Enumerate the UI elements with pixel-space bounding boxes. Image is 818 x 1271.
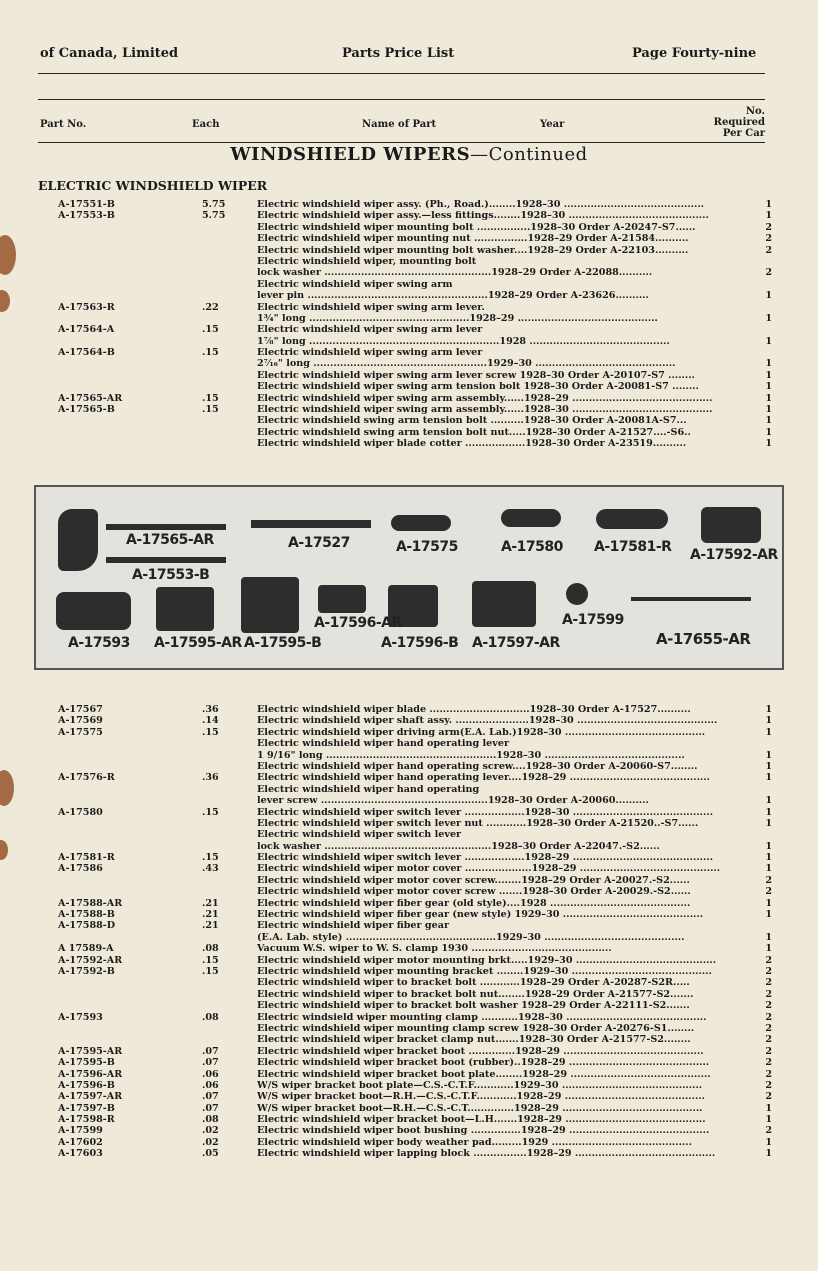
part-description: Electric windshield wiper fiber gear (old style)....1928 ..........................................: [257, 897, 691, 909]
qty-required: 2: [765, 1091, 772, 1103]
photo-label: A-17595-AR: [154, 635, 242, 651]
qty-required: 2: [765, 1125, 772, 1137]
table-row: [0, 233, 818, 244]
bushing-part: [566, 583, 588, 605]
qty-required: 2: [765, 886, 772, 898]
price-each: .06: [202, 1068, 219, 1080]
section-heading: ELECTRIC WINDSHIELD WIPER: [38, 178, 268, 193]
price-each: .36: [202, 704, 219, 715]
part-description: Electric windshield wiper bracket boot (rubber)..1928–29 ..........................................: [257, 1057, 710, 1069]
part-number: A 17589-A: [58, 943, 114, 955]
part-description: Electric windshield wiper swing arm assembly......1928–29 ..........................................: [257, 392, 713, 404]
part-description: Electric windshield wiper swing arm: [257, 278, 453, 290]
qty-required: 1: [765, 840, 772, 852]
price-each: .02: [202, 1136, 219, 1148]
switch-lever-r-part: [596, 509, 668, 529]
price-each: .15: [202, 852, 219, 864]
photo-label: A-17527: [288, 535, 350, 551]
qty-required: 1: [765, 358, 772, 370]
table-row: [0, 1012, 818, 1023]
table-row: [0, 427, 818, 438]
qty-required: 1: [765, 1114, 772, 1126]
part-description: Electric windshield swing arm tension bolt ..........1928–30 Order A-20081A-S7...: [257, 415, 687, 427]
columns-top-rule: [38, 99, 765, 100]
table-row: [0, 1103, 818, 1114]
qty-required: 1: [765, 335, 772, 347]
qty-required: 2: [765, 874, 772, 886]
part-number: A-17588-B: [58, 909, 115, 921]
qty-required: 1: [765, 817, 772, 829]
part-description: Electric windshield wiper, mounting bolt: [257, 255, 477, 267]
part-number: A-17567: [58, 704, 103, 715]
price-each: .21: [202, 897, 219, 909]
boot-ar-part: [156, 587, 214, 631]
part-description: Electric windshield wiper mounting clamp screw 1928–30 Order A-20276-S1........: [257, 1022, 695, 1034]
part-number: A-17564-A: [58, 324, 115, 336]
part-description: Electric windshield wiper swing arm lever.: [257, 301, 485, 313]
photo-label: A-17597-AR: [472, 635, 560, 651]
part-number: A-17581-R: [58, 852, 115, 864]
qty-required: 2: [765, 954, 772, 966]
part-description: lock washer ..................................................1928–29 Order A-22088..........: [257, 267, 653, 279]
part-description: W/S wiper bracket boot—R.H.—C.S.-C.T.F............1928–29 ..........................................: [257, 1091, 705, 1103]
part-description: Electric windsield wiper mounting clamp ...........1928–30 ..........................................: [257, 1011, 707, 1023]
photo-label: A-17596-B: [381, 635, 459, 651]
part-description: Electric windshield wiper hand operating lever....1928–29 ..........................................: [257, 772, 710, 784]
table-row: [0, 1034, 818, 1045]
header-left: of Canada, Limited: [40, 46, 179, 61]
table-row: [0, 302, 818, 313]
table-row: [0, 784, 818, 795]
qty-required: 1: [765, 943, 772, 955]
qty-required: 1: [765, 795, 772, 807]
table-row: [0, 829, 818, 840]
qty-required: 1: [765, 1136, 772, 1148]
table-row: [0, 886, 818, 897]
part-description: Electric windshield wiper bracket boot plate........1928–29 ..........................................: [257, 1068, 711, 1080]
table-row: [0, 415, 818, 426]
qty-required: 2: [765, 267, 772, 279]
part-description: Electric windshield wiper switch lever ..................1928–30 ..........................................: [257, 806, 714, 818]
price-each: .15: [202, 347, 219, 359]
price-each: .07: [202, 1045, 219, 1057]
part-description: Electric windshield wiper swing arm lever: [257, 324, 483, 336]
qty-required: 1: [765, 210, 772, 222]
parts-table-top: [0, 199, 818, 450]
clamp-part: [56, 592, 131, 630]
qty-required: 1: [765, 760, 772, 772]
qty-required: 1: [765, 199, 772, 210]
table-row: [0, 795, 818, 806]
qty-required: 2: [765, 1011, 772, 1023]
qty-required: 1: [765, 931, 772, 943]
price-each: .22: [202, 301, 219, 313]
part-description: Electric windshield wiper mounting bracket ........1929–30 ..........................................: [257, 965, 712, 977]
table-row: [0, 404, 818, 415]
part-number: A-17586: [58, 863, 103, 875]
photo-label: A-17575: [396, 539, 458, 555]
boot-rh-part: [472, 581, 536, 627]
price-each: .43: [202, 863, 219, 875]
table-row: [0, 393, 818, 404]
part-description: Electric windshield wiper switch lever: [257, 829, 462, 841]
part-description: Electric windshield wiper mounting nut ................1928–29 Order A-21584..........: [257, 233, 689, 245]
photo-label: A-17565-AR: [126, 532, 214, 548]
title-suffix: —Continued: [470, 144, 588, 165]
table-row: [0, 750, 818, 761]
photo-label: A-17580: [501, 539, 563, 555]
table-row: [0, 955, 818, 966]
table-row: [0, 1091, 818, 1102]
price-each: .15: [202, 392, 219, 404]
swing-arm-part: [58, 509, 98, 571]
price-each: .15: [202, 806, 219, 818]
qty-required: 1: [765, 392, 772, 404]
part-number: A-17565-AR: [58, 392, 123, 404]
qty-required: 2: [765, 244, 772, 256]
price-each: .08: [202, 1114, 219, 1126]
part-number: A-17569: [58, 715, 103, 727]
price-each: .07: [202, 1057, 219, 1069]
price-each: .15: [202, 404, 219, 416]
part-description: Electric windshield wiper body weather pad.........1929 ..........................................: [257, 1136, 692, 1148]
part-number: A-17580: [58, 806, 103, 818]
table-row: [0, 738, 818, 749]
qty-required: 2: [765, 233, 772, 245]
part-description: (E.A. Lab. style) .............................................1929–30 ..........................................: [257, 931, 685, 943]
part-number: A-17564-B: [58, 347, 115, 359]
part-description: Electric windshield swing arm tension bolt nut.....1928–30 Order A-21527....-S6..: [257, 426, 691, 438]
part-description: Electric windshield wiper switch lever ..................1928–29 ..........................................: [257, 852, 714, 864]
table-row: [0, 761, 818, 772]
table-row: [0, 727, 818, 738]
part-description: Electric windshield wiper swing arm lever: [257, 347, 483, 359]
table-row: [0, 920, 818, 931]
price-each: .15: [202, 726, 219, 738]
part-description: Electric windshield wiper blade cotter ..................1928–30 Order A-23519..........: [257, 438, 687, 450]
table-row: [0, 852, 818, 863]
part-description: Electric windshield wiper motor cover ....................1928–29 ..........................................: [257, 863, 721, 875]
header-center: Parts Price List: [342, 46, 455, 61]
part-description: 1 9/16" long ...................................................1928–30 ..........................................: [257, 749, 685, 761]
table-row: [0, 909, 818, 920]
qty-required: 1: [765, 715, 772, 727]
qty-required: 1: [765, 369, 772, 381]
price-each: .08: [202, 1011, 219, 1023]
table-row: [0, 370, 818, 381]
table-row: [0, 863, 818, 874]
qty-required: 2: [765, 965, 772, 977]
table-row: [0, 772, 818, 783]
photo-label: A-17553-B: [132, 567, 210, 583]
qty-required: 2: [765, 977, 772, 989]
price-each: .15: [202, 965, 219, 977]
qty-required: 1: [765, 312, 772, 324]
part-description: Electric windshield wiper to bracket bolt washer 1928–29 Order A-22111-S2.......: [257, 1000, 690, 1012]
qty-required: 1: [765, 426, 772, 438]
table-row: [0, 358, 818, 369]
qty-required: 1: [765, 897, 772, 909]
table-row: [0, 336, 818, 347]
wire-clamp-part: [631, 597, 751, 601]
table-row: [0, 381, 818, 392]
qty-required: 2: [765, 1057, 772, 1069]
photo-label: A-17581-R: [594, 539, 672, 555]
table-row: [0, 818, 818, 829]
col-required-1: No.: [745, 106, 765, 117]
part-description: Electric windshield wiper fiber gear: [257, 920, 449, 932]
table-row: [0, 245, 818, 256]
part-number: A-17553-B: [58, 210, 115, 222]
price-each: .02: [202, 1125, 219, 1137]
table-row: [0, 1000, 818, 1011]
part-number: A-17596-AR: [58, 1068, 123, 1080]
qty-required: 1: [765, 381, 772, 393]
qty-required: 1: [765, 863, 772, 875]
qty-required: 1: [765, 1148, 772, 1160]
price-each: .36: [202, 772, 219, 784]
qty-required: 1: [765, 438, 772, 450]
price-each: .21: [202, 920, 219, 932]
qty-required: 2: [765, 1045, 772, 1057]
part-number: A-17592-AR: [58, 954, 123, 966]
part-number: A-17599: [58, 1125, 103, 1137]
table-row: [0, 875, 818, 886]
part-number: A-17603: [58, 1148, 103, 1160]
part-description: Electric windshield wiper to bracket bolt nut........1928–29 Order A-21577-S2.......: [257, 988, 694, 1000]
table-row: [0, 313, 818, 324]
part-number: A-17563-R: [58, 301, 115, 313]
part-description: W/S wiper bracket boot plate—C.S.-C.T.F............1929–30 ..........................................: [257, 1079, 703, 1091]
photo-label: A-17593: [68, 635, 130, 651]
qty-required: 1: [765, 415, 772, 427]
part-number: A-17602: [58, 1136, 103, 1148]
qty-required: 2: [765, 988, 772, 1000]
part-description: Electric windshield wiper swing arm tension bolt 1928–30 Order A-20081-S7 ........: [257, 381, 699, 393]
part-number: A-17588-D: [58, 920, 116, 932]
part-number: A-17588-AR: [58, 897, 123, 909]
part-description: Electric windshield wiper mounting bolt ................1928–30 Order A-20247-S7......: [257, 221, 696, 233]
part-description: 1⅞" long .........................................................1928 ..........................................: [257, 335, 670, 347]
part-description: Electric windshield wiper mounting bolt washer....1928–29 Order A-22103..........: [257, 244, 689, 256]
part-number: A-17565-B: [58, 404, 115, 416]
table-row: [0, 256, 818, 267]
qty-required: 2: [765, 221, 772, 233]
table-row: [0, 1148, 818, 1159]
part-description: Electric windshield wiper motor cover screw........1928–29 Order A-20027.-S2......: [257, 874, 690, 886]
part-description: 1¾" long ................................................1928–29 ..........................................: [257, 312, 658, 324]
part-description: lock washer ..................................................1928–30 Order A-22047.-S2......: [257, 840, 660, 852]
table-row: [0, 704, 818, 715]
part-number: A-17575: [58, 726, 103, 738]
part-description: Electric windshield wiper lapping block ................1928–29 ..........................................: [257, 1148, 716, 1160]
qty-required: 1: [765, 772, 772, 784]
part-number: A-17576-R: [58, 772, 115, 784]
table-row: [0, 1114, 818, 1125]
part-number: A-17595-B: [58, 1057, 115, 1069]
price-each: .08: [202, 943, 219, 955]
qty-required: 1: [765, 726, 772, 738]
part-description: Electric windshield wiper motor cover screw .......1928–30 Order A-20029.-S2......: [257, 886, 691, 898]
table-row: [0, 1023, 818, 1034]
parts-table-bottom: [0, 704, 818, 1160]
columns-bottom-rule: [38, 142, 765, 143]
part-description: Electric windshield wiper fiber gear (new style) 1929–30 ..........................................: [257, 909, 704, 921]
table-row: [0, 807, 818, 818]
qty-required: 2: [765, 1000, 772, 1012]
photo-label: A-17595-B: [244, 635, 322, 651]
blade-part: [251, 520, 371, 528]
table-row: [0, 1069, 818, 1080]
table-row: [0, 290, 818, 301]
table-row: [0, 199, 818, 210]
part-description: Electric windshield wiper shaft assy. ......................1928–30 ..........................................: [257, 715, 718, 727]
part-number: A-17596-B: [58, 1079, 115, 1091]
qty-required: 1: [765, 806, 772, 818]
col-name-of-part: Name of Part: [362, 119, 437, 130]
table-row: [0, 841, 818, 852]
table-row: [0, 347, 818, 358]
header-rule: [38, 73, 765, 74]
part-number: A-17598-R: [58, 1114, 115, 1126]
price-each: .07: [202, 1091, 219, 1103]
part-number: A-17593: [58, 1011, 103, 1023]
part-number: A-17597-B: [58, 1102, 115, 1114]
part-description: Electric windshield wiper blade ..............................1928–30 Order A-17527..........: [257, 704, 691, 715]
price-each: .07: [202, 1102, 219, 1114]
price-each: .15: [202, 324, 219, 336]
table-row: [0, 438, 818, 449]
price-each: .14: [202, 715, 219, 727]
table-row: [0, 977, 818, 988]
part-description: Electric windshield wiper driving arm(E.A. Lab.)1928–30 ..........................................: [257, 726, 706, 738]
header-right: Page Fourty-nine: [632, 46, 757, 61]
table-row: [0, 1125, 818, 1136]
table-row: [0, 943, 818, 954]
part-description: Electric windshield wiper hand operating lever: [257, 738, 510, 750]
part-description: Electric windshield wiper to bracket bolt ............1928–29 Order A-20287-S2R.....: [257, 977, 690, 989]
part-description: Electric windshield wiper swing arm assembly......1928–30 ..........................................: [257, 404, 713, 416]
qty-required: 1: [765, 852, 772, 864]
part-description: Electric windshield wiper bracket boot—L.H.......1928–29 ..........................................: [257, 1114, 706, 1126]
shaft-part: [106, 557, 226, 563]
part-description: Electric windshield wiper motor mounting brkt.....1929–30 ..........................................: [257, 954, 717, 966]
part-description: Electric windshield wiper switch lever nut ............1928–30 Order A-21520..-S7......: [257, 817, 699, 829]
part-description: lever pin ......................................................1928–29 Order A-23626..........: [257, 290, 649, 302]
price-each: .21: [202, 909, 219, 921]
part-description: Electric windshield wiper bracket boot ..............1928–29 ..........................................: [257, 1045, 704, 1057]
table-row: [0, 932, 818, 943]
qty-required: 2: [765, 1068, 772, 1080]
qty-required: 1: [765, 704, 772, 715]
price-each: .05: [202, 1148, 219, 1160]
part-number: A-17597-AR: [58, 1091, 123, 1103]
part-number: A-17595-AR: [58, 1045, 123, 1057]
boot-plate-ar-part: [318, 585, 366, 613]
qty-required: 1: [765, 1102, 772, 1114]
qty-required: 2: [765, 1034, 772, 1046]
photo-label: A-17596-AR: [314, 615, 402, 631]
table-row: [0, 898, 818, 909]
qty-required: 1: [765, 404, 772, 416]
boot-b-part: [241, 577, 299, 633]
part-description: Electric windshield wiper hand operating: [257, 783, 480, 795]
price-each: .15: [202, 954, 219, 966]
part-description: lever screw ..................................................1928–30 Order A-20060..........: [257, 795, 649, 807]
col-required-2: Required: [713, 117, 765, 128]
switch-lever-part: [501, 509, 561, 527]
parts-photo: [34, 485, 784, 670]
part-number: A-17551-B: [58, 199, 115, 210]
part-number: A-17592-B: [58, 965, 115, 977]
col-each: Each: [192, 119, 220, 130]
part-description: Electric windshield wiper assy.—less fittings........1928–30 ..........................................: [257, 210, 709, 222]
table-row: [0, 279, 818, 290]
col-part-no: Part No.: [40, 119, 87, 130]
col-required-3: Per Car: [722, 128, 765, 139]
qty-required: 1: [765, 749, 772, 761]
rod-part: [106, 524, 226, 530]
part-description: W/S wiper bracket boot—R.H.—C.S.-C.T..............1928–29 ..........................................: [257, 1102, 703, 1114]
part-description: 2⁷⁄₁₆" long ....................................................1929–30 ..........................................: [257, 358, 676, 370]
table-row: [0, 267, 818, 278]
page-title: [0, 144, 818, 165]
price-each: .06: [202, 1079, 219, 1091]
part-description: Vacuum W.S. wiper to W. S. clamp 1930 ..........................................: [257, 943, 612, 955]
photo-label: A-17599: [562, 612, 624, 628]
qty-required: 1: [765, 290, 772, 302]
table-row: [0, 222, 818, 233]
table-row: [0, 715, 818, 726]
price-each: 5.75: [202, 199, 226, 210]
price-each: 5.75: [202, 210, 226, 222]
part-description: Electric windshield wiper boot bushing ...............1928–29 ..........................................: [257, 1125, 710, 1137]
qty-required: 1: [765, 909, 772, 921]
part-description: Electric windshield wiper bracket clamp nut.......1928–30 Order A-21577-S2........: [257, 1034, 691, 1046]
table-row: [0, 1080, 818, 1091]
photo-label: A-17592-AR: [690, 547, 778, 563]
table-row: [0, 210, 818, 221]
title-main: WINDSHIELD WIPERS: [230, 144, 471, 165]
table-row: [0, 989, 818, 1000]
table-row: [0, 966, 818, 977]
part-description: Electric windshield wiper hand operating screw....1928–30 Order A-20060-S7........: [257, 760, 698, 772]
driving-arm-part: [391, 515, 451, 531]
qty-required: 2: [765, 1079, 772, 1091]
photo-label: A-17655-AR: [656, 630, 751, 648]
table-row: [0, 1137, 818, 1148]
table-row: [0, 1057, 818, 1068]
part-description: Electric windshield wiper assy. (Ph., Road.)........1928–30 ..........................................: [257, 199, 705, 210]
bracket-part: [701, 507, 761, 543]
table-row: [0, 1046, 818, 1057]
table-row: [0, 324, 818, 335]
col-year: Year: [540, 119, 565, 130]
part-description: Electric windshield wiper swing arm lever screw 1928–30 Order A-20107-S7 ........: [257, 369, 695, 381]
qty-required: 2: [765, 1022, 772, 1034]
